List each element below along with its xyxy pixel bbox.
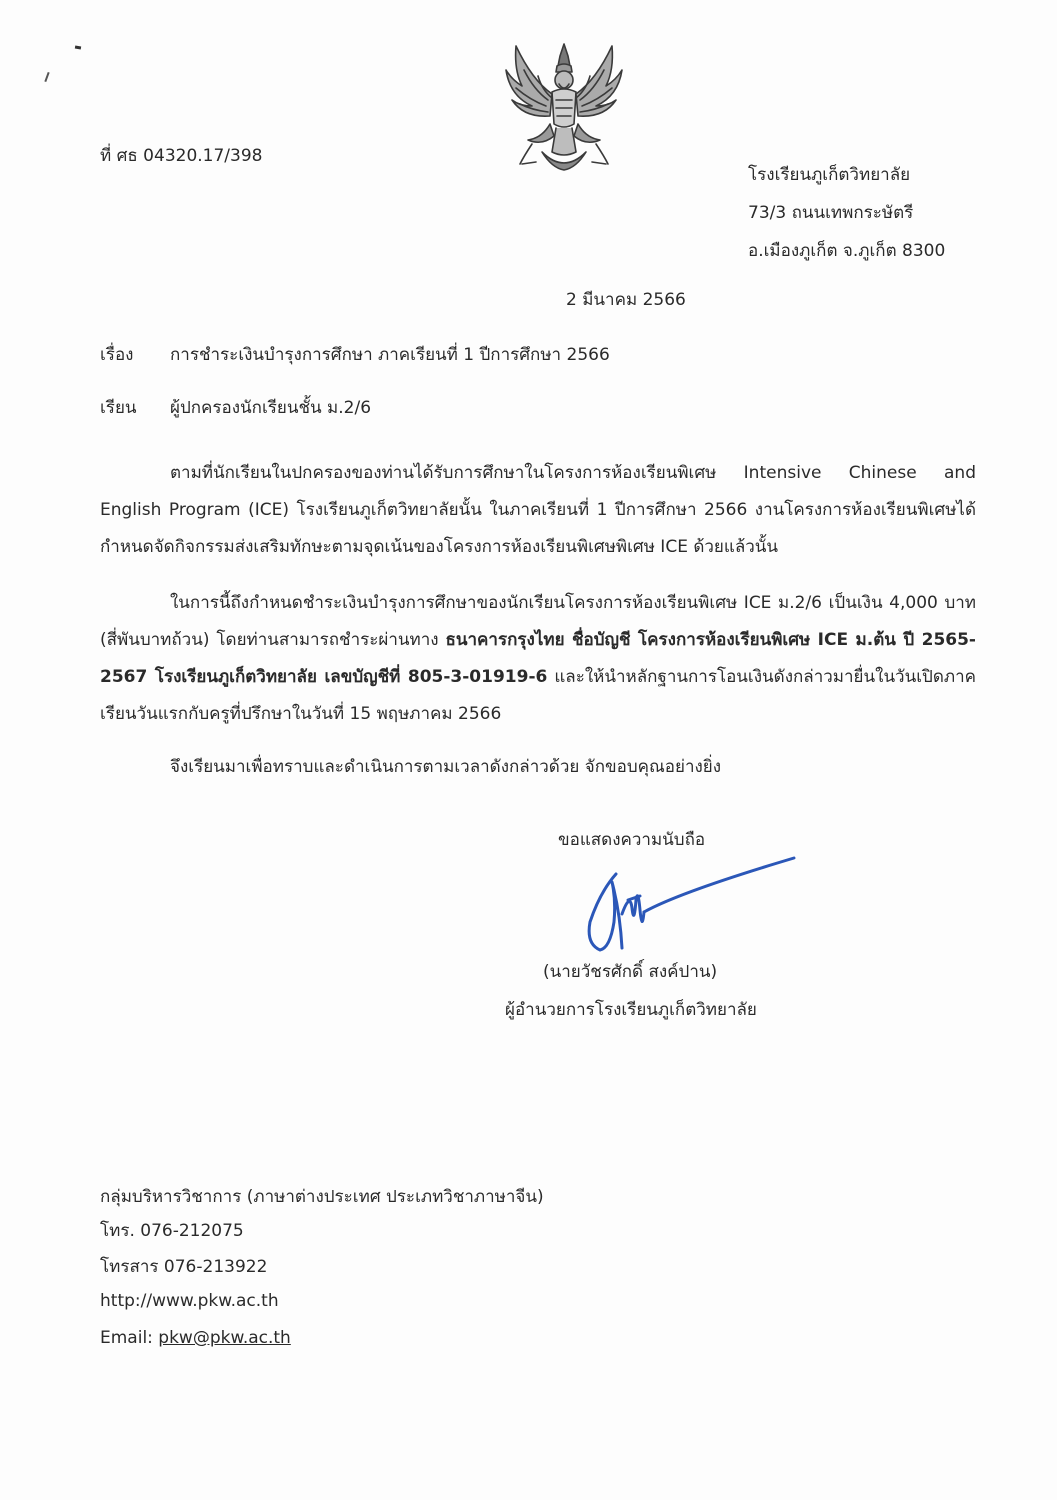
subject-text: การชำระเงินบำรุงการศึกษา ภาคเรียนที่ 1 ปีการศึกษา 2566	[170, 345, 610, 365]
bank-account-details: ธนาคารกรุงไทย ชื่อบัญชี โครงการห้องเรียนพิเศษ ICE ม.ต้น ปี 2565-2567 โรงเรียนภูเก็ตวิทยาลัย เลขบัญชีที่ 805-3-01919-6	[100, 630, 976, 687]
signatory-name: (นายวัชรศักดิ์ สงค์ปาน)	[543, 962, 718, 982]
paragraph-2-text-start: ในการนี้ถึงกำหนดชำระเงินบำรุงการศึกษาของนักเรียนโครงการห้องเรียนพิเศษ ICE ม.2/6 เป็นเงิน 4,000 บาท (สี่พันบาทถ้วน) โดยท่านสามารถชำระผ่านทาง	[100, 593, 976, 650]
reference-number: ที่ ศธ 04320.17/398	[100, 146, 263, 166]
handwritten-signature	[580, 852, 800, 962]
body-paragraph-1	[100, 455, 976, 566]
footer-phone: โทร. 076-212075	[100, 1221, 244, 1241]
recipient-text: ผู้ปกครองนักเรียนชั้น ม.2/6	[170, 398, 372, 418]
letter-date: 2 มีนาคม 2566	[566, 290, 686, 310]
signatory-title: ผู้อำนวยการโรงเรียนภูเก็ตวิทยาลัย	[505, 1000, 757, 1020]
paragraph-2-text-end: และให้นำหลักฐานการโอนเงินดังกล่าวมายื่นในวันเปิดภาคเรียนวันแรกกับครูที่ปรึกษาในวันที่ 15 พฤษภาคม 2566	[100, 667, 976, 724]
footer-email	[100, 1328, 291, 1348]
school-name: โรงเรียนภูเก็ตวิทยาลัย	[748, 165, 911, 185]
closing-phrase: ขอแสดงความนับถือ	[558, 830, 706, 850]
school-address	[748, 156, 945, 270]
body-paragraph-2	[100, 585, 976, 733]
scan-speck	[44, 72, 49, 82]
email-label: Email:	[100, 1328, 159, 1348]
body-paragraph-3: จึงเรียนมาเพื่อทราบและดำเนินการตามเวลาดังกล่าวด้วย จักขอบคุณอย่างยิ่ง	[170, 757, 722, 777]
garuda-emblem-icon	[502, 40, 626, 176]
subject-label: เรื่อง	[100, 345, 134, 365]
address-line-2: อ.เมืองภูเก็ต จ.ภูเก็ต 8300	[748, 241, 946, 261]
scan-speck	[75, 46, 81, 50]
address-line-1: 73/3 ถนนเทพกระษัตรี	[748, 203, 914, 223]
recipient-label: เรียน	[100, 398, 137, 418]
footer-fax: โทรสาร 076-213922	[100, 1257, 268, 1277]
footer-department: กลุ่มบริหารวิชาการ (ภาษาต่างประเทศ ประเภทวิชาภาษาจีน)	[100, 1187, 544, 1207]
paragraph-1-text: ตามที่นักเรียนในปกครองของท่านได้รับการศึกษาในโครงการห้องเรียนพิเศษ Intensive Chinese and English Program (ICE) โรงเรียนภูเก็ตวิทยาลัยนั้น ในภาคเรียนที่ 1 ปีการศึกษา 2566 งานโครงการห้องเรียนพิเศษได้กำหนดจัดกิจกรรมส่งเสริมทักษะตามจุดเน้นของโครงการห้องเรียนพิเศษพิเศษ ICE ด้วยแล้วนั้น	[100, 463, 976, 557]
email-link[interactable]: pkw@pkw.ac.th	[158, 1328, 291, 1348]
footer-website: http://www.pkw.ac.th	[100, 1291, 279, 1311]
